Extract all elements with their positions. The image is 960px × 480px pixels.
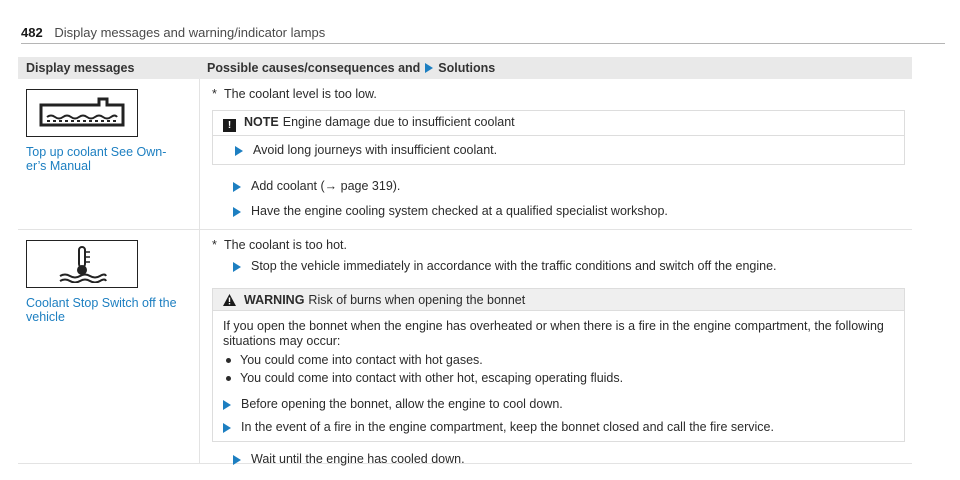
arrow-right-icon [223,400,231,410]
message-text: Coolant Stop Switch off the vehicle [26,296,177,324]
warning-box [212,288,905,442]
exclamation-icon: ! [223,119,236,132]
solution-step: Add coolant (→ page 319). [212,179,912,194]
cause-text: * The coolant level is too low. [212,87,377,101]
note-step: Avoid long journeys with insufficient coolant. [235,143,894,158]
solution-step: Have the engine cooling system checked at a qualified specialist workshop. [212,204,912,219]
warning-label: WARNING [244,293,305,307]
message-text: Top up coolant See Own-er’s Manual [26,145,167,173]
solution-cell [199,79,912,229]
page-number: 482 [21,25,43,40]
arrow-right-icon [235,146,243,156]
warning-text: If you open the bonnet when the engine has overheated or when there is a fire in the engine compartment, the following situations may occur: [223,319,884,348]
page-header [21,25,325,40]
arrow-right-icon [233,262,241,272]
column-header-messages: Display messages [26,61,135,75]
warning-title: Risk of burns when opening the bonnet [308,293,526,307]
arrow-right-icon [233,207,241,217]
table-row [18,79,912,230]
table-header [18,57,912,79]
solution-cell [199,230,912,466]
arrow-right-icon [233,455,241,465]
warning-step: In the event of a fire in the engine compartment, keep the bonnet closed and call the fire service. [223,420,894,435]
solution-step: Wait until the engine has cooled down. [212,452,912,467]
message-cell [18,230,199,463]
list-item: You could come into contact with other hot, escaping operating fluids. [223,371,894,385]
arrow-right-icon [425,63,433,73]
note-title: Engine damage due to insufficient coolant [282,115,515,129]
message-cell [18,79,199,229]
cause-text: * The coolant is too hot. [212,238,347,252]
coolant-temperature-icon [26,240,138,288]
display-messages-table [18,57,912,464]
column-header-solutions-label: Solutions [438,61,496,75]
column-header-causes: Possible causes/consequences and [207,61,421,75]
table-row [18,230,912,464]
column-header-solutions [199,61,495,75]
coolant-level-icon [26,89,138,137]
header-divider [21,43,945,44]
warning-triangle-icon [223,294,236,306]
list-item: You could come into contact with hot gases. [223,353,894,367]
arrow-right-icon [223,423,231,433]
warning-step: Before opening the bonnet, allow the engine to cool down. [223,397,894,412]
arrow-right-icon [233,182,241,192]
note-box [212,110,905,165]
page-title: Display messages and warning/indicator lamps [54,25,326,40]
solution-step: Stop the vehicle immediately in accordance with the traffic conditions and switch off the engine. [212,259,912,274]
note-label: NOTE [244,115,279,129]
